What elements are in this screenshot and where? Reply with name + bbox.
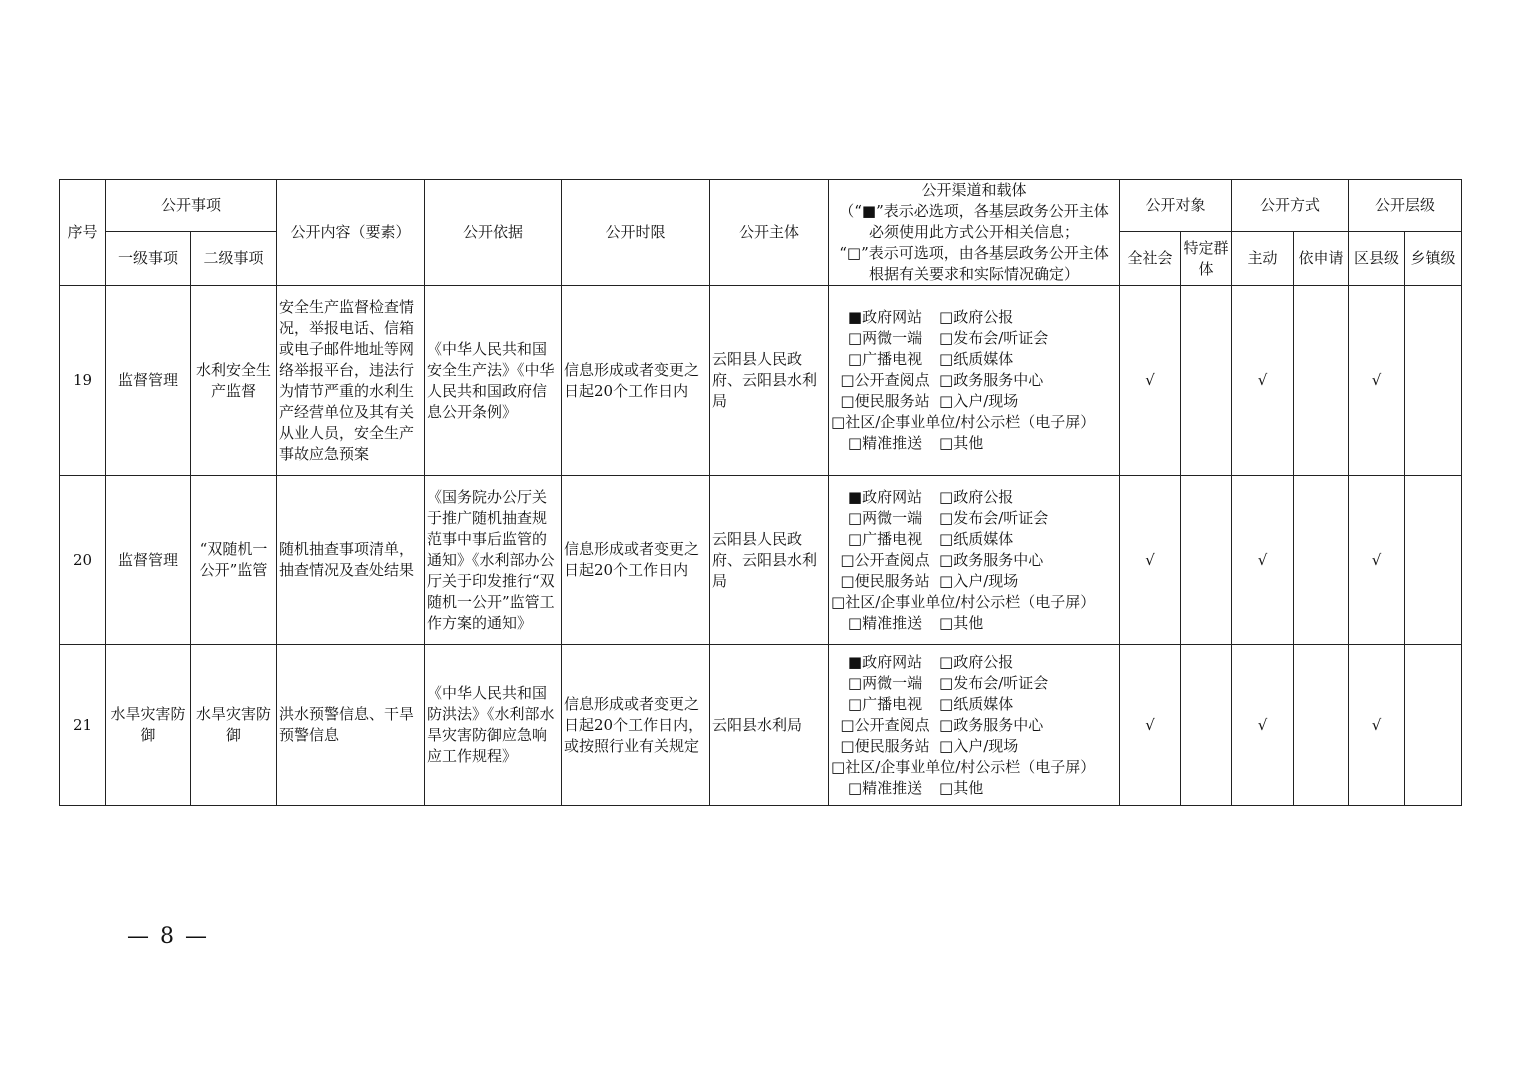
disclosure-table <box>59 179 1462 806</box>
header-time-limit: 公开时限 <box>562 180 710 286</box>
channel-option: □社区/企事业单位/村公示栏（电子屏） <box>831 413 1096 431</box>
channel-option: □其他 <box>939 613 984 632</box>
header-level1: 一级事项 <box>106 232 191 286</box>
table-row <box>60 476 1462 645</box>
channel-option: □精准推送 <box>847 613 923 632</box>
channel-option: □广播电视 <box>847 529 923 548</box>
row-level-town <box>1405 645 1462 806</box>
channel-option: □入户/现场 <box>939 571 1019 590</box>
header-matter: 公开事项 <box>106 180 277 232</box>
header-basis: 公开依据 <box>425 180 562 286</box>
row-target-all: √ <box>1120 286 1181 476</box>
header-method-apply: 依申请 <box>1294 232 1349 286</box>
row-level2: 水旱灾害防御 <box>191 645 277 806</box>
channel-option: □政府公报 <box>939 308 1014 326</box>
row-level-county: √ <box>1349 476 1405 645</box>
channel-option: □纸质媒体 <box>939 529 1014 548</box>
channel-option: □广播电视 <box>847 694 923 713</box>
row-content: 随机抽查事项清单，抽查情况及查处结果 <box>277 476 425 645</box>
channel-option: □入户/现场 <box>939 736 1019 755</box>
channel-option: ■政府网站 <box>847 487 923 506</box>
header-target: 公开对象 <box>1120 180 1232 232</box>
row-method-active: √ <box>1232 286 1294 476</box>
channel-option: □精准推送 <box>847 778 923 797</box>
channel-option: □发布会/听证会 <box>939 508 1049 527</box>
header-channels-line: 根据有关要求和实际情况确定） <box>869 265 1080 283</box>
channel-option: □政府公报 <box>939 652 1014 671</box>
header-level-town: 乡镇级 <box>1405 232 1462 286</box>
header-row-1 <box>60 180 1462 232</box>
row-content: 安全生产监督检查情况，举报电话、信箱或电子邮件地址等网络举报平台，违法行为情节严重的水利生产经营单位及其有关从业人员，安全生产事故应急预案 <box>277 286 425 476</box>
channel-option: □政务服务中心 <box>939 715 1044 734</box>
channel-option: □纸质媒体 <box>939 350 1014 368</box>
channel-option: □其他 <box>939 778 984 797</box>
row-target-specific <box>1181 476 1232 645</box>
header-level2: 二级事项 <box>191 232 277 286</box>
row-subject: 云阳县人民政府、云阳县水利局 <box>710 476 829 645</box>
channel-option: □社区/企事业单位/村公示栏（电子屏） <box>831 757 1096 776</box>
channel-option: □其他 <box>939 434 984 452</box>
channel-option: □精准推送 <box>847 434 923 452</box>
row-level1: 监督管理 <box>106 476 191 645</box>
header-channels-line: （“■”表示必选项，各基层政务公开主体 <box>839 202 1109 220</box>
row-basis: 《中华人民共和国安全生产法》《中华人民共和国政府信息公开条例》 <box>425 286 562 476</box>
row-level-town <box>1405 286 1462 476</box>
channel-option: □便民服务站 <box>840 736 930 755</box>
channel-option: □公开查阅点 <box>840 550 930 569</box>
row-level1: 监督管理 <box>106 286 191 476</box>
header-channels-line: 必须使用此方式公开相关信息； <box>869 223 1080 241</box>
channel-option: □政务服务中心 <box>939 371 1044 389</box>
channel-option: ■政府网站 <box>847 652 923 671</box>
header-level-county: 区县级 <box>1349 232 1405 286</box>
row-seq: 19 <box>60 286 106 476</box>
channel-option: □政府公报 <box>939 487 1014 506</box>
row-level-county: √ <box>1349 286 1405 476</box>
header-content: 公开内容（要素） <box>277 180 425 286</box>
row-level2: “双随机一公开”监管 <box>191 476 277 645</box>
row-method-active: √ <box>1232 645 1294 806</box>
row-basis: 《国务院办公厅关于推广随机抽查规范事中事后监管的通知》《水利部办公厅关于印发推行“双随机一公开”监管工作方案的通知》 <box>425 476 562 645</box>
channel-option: □社区/企事业单位/村公示栏（电子屏） <box>831 592 1096 611</box>
row-level-town <box>1405 476 1462 645</box>
row-channels <box>829 286 1120 476</box>
row-time-limit: 信息形成或者变更之日起20个工作日内，或按照行业有关规定 <box>562 645 710 806</box>
channel-option: □便民服务站 <box>840 392 930 410</box>
row-target-all: √ <box>1120 476 1181 645</box>
row-content: 洪水预警信息、干旱预警信息 <box>277 645 425 806</box>
table-row <box>60 645 1462 806</box>
channel-option: ■政府网站 <box>847 308 923 326</box>
row-level1: 水旱灾害防御 <box>106 645 191 806</box>
channel-option: □公开查阅点 <box>840 371 930 389</box>
row-method-apply <box>1294 286 1349 476</box>
row-seq: 21 <box>60 645 106 806</box>
header-target-specific: 特定群体 <box>1181 232 1232 286</box>
channel-option: □政务服务中心 <box>939 550 1044 569</box>
channel-option: □两微一端 <box>847 329 923 347</box>
row-target-all: √ <box>1120 645 1181 806</box>
channel-option: □两微一端 <box>847 508 923 527</box>
header-method: 公开方式 <box>1232 180 1349 232</box>
row-subject: 云阳县水利局 <box>710 645 829 806</box>
channel-option: □广播电视 <box>847 350 923 368</box>
channel-option: □纸质媒体 <box>939 694 1014 713</box>
channel-option: □入户/现场 <box>939 392 1019 410</box>
header-channels <box>829 180 1120 286</box>
row-channels <box>829 645 1120 806</box>
row-time-limit: 信息形成或者变更之日起20个工作日内 <box>562 286 710 476</box>
header-channels-line: 公开渠道和载体 <box>921 181 1027 199</box>
row-method-active: √ <box>1232 476 1294 645</box>
row-level-county: √ <box>1349 645 1405 806</box>
channel-option: □发布会/听证会 <box>939 329 1049 347</box>
header-target-all: 全社会 <box>1120 232 1181 286</box>
row-subject: 云阳县人民政府、云阳县水利局 <box>710 286 829 476</box>
header-channels-line: “□”表示可选项，由各基层政务公开主体 <box>839 244 1109 262</box>
row-channels <box>829 476 1120 645</box>
row-method-apply <box>1294 645 1349 806</box>
channel-option: □便民服务站 <box>840 571 930 590</box>
row-target-specific <box>1181 645 1232 806</box>
row-time-limit: 信息形成或者变更之日起20个工作日内 <box>562 476 710 645</box>
table-row <box>60 286 1462 476</box>
header-seq: 序号 <box>60 180 106 286</box>
row-level2: 水利安全生产监督 <box>191 286 277 476</box>
header-method-active: 主动 <box>1232 232 1294 286</box>
header-subject: 公开主体 <box>710 180 829 286</box>
channel-option: □公开查阅点 <box>840 715 930 734</box>
page-number: — 8 — <box>127 924 209 949</box>
row-basis: 《中华人民共和国防洪法》《水利部水旱灾害防御应急响应工作规程》 <box>425 645 562 806</box>
row-target-specific <box>1181 286 1232 476</box>
header-level: 公开层级 <box>1349 180 1462 232</box>
channel-option: □两微一端 <box>847 673 923 692</box>
row-seq: 20 <box>60 476 106 645</box>
channel-option: □发布会/听证会 <box>939 673 1049 692</box>
row-method-apply <box>1294 476 1349 645</box>
